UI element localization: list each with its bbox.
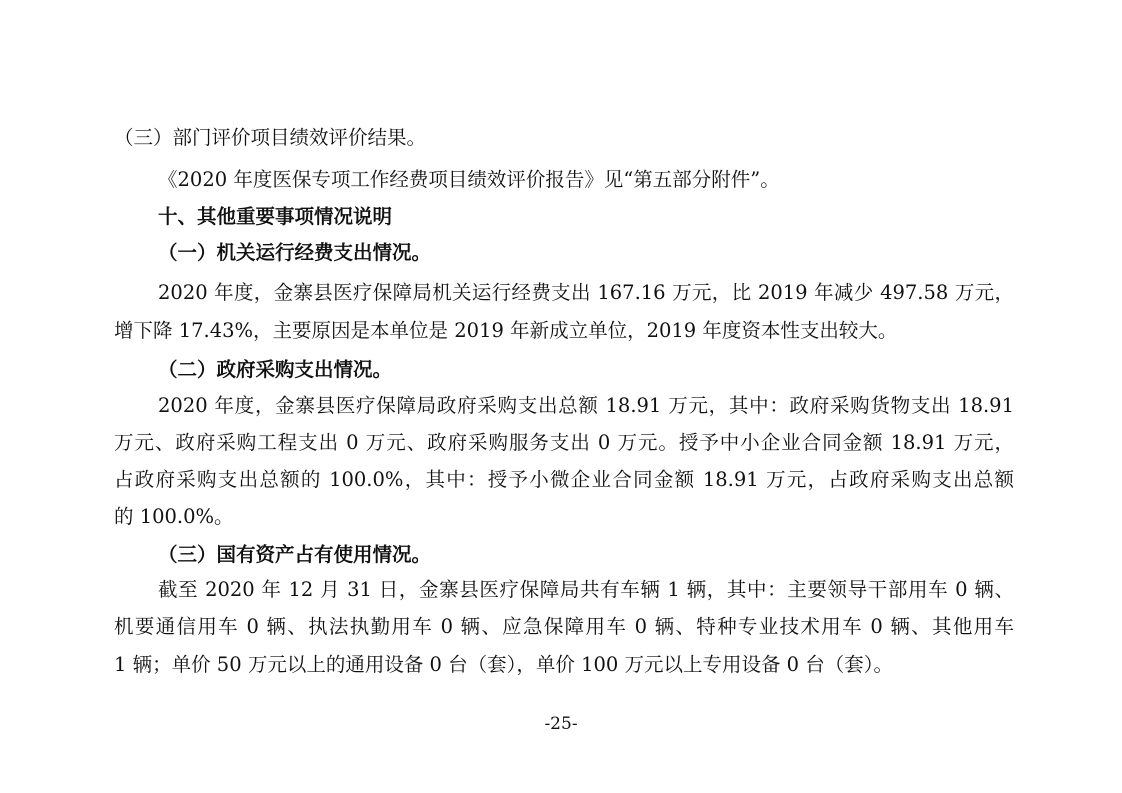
paragraph-line: 1 辆；单价 50 万元以上的通用设备 0 台（套），单价 100 万元以上专用设备 0 台（套）。: [114, 653, 894, 676]
paragraph-line: 2020 年度，金寨县医疗保障局机关运行经费支出 167.16 万元，比 2019 年减少 497.58 万元，: [158, 281, 1014, 304]
paragraph-line: 机要通信用车 0 辆、执法执勤用车 0 辆、应急保障用车 0 辆、特种专业技术用车 0 辆、其他用车: [114, 615, 1014, 638]
section-10-heading: 十、其他重要事项情况说明: [158, 205, 393, 228]
paragraph-line: 的 100.0%。: [114, 505, 234, 528]
subsection-3-heading: （三）国有资产占有使用情况。: [158, 543, 432, 566]
paragraph-line: 万元、政府采购工程支出 0 万元、政府采购服务支出 0 万元。授予中小企业合同金额 18.91 万元，: [114, 431, 1014, 454]
page-number: -25-: [544, 714, 578, 734]
subsection-2-heading: （二）政府采购支出情况。: [158, 358, 393, 381]
paragraph-line: 截至 2020 年 12 月 31 日，金寨县医疗保障局共有车辆 1 辆，其中：主要领导干部用车 0 辆、: [158, 578, 1014, 601]
paragraph-line: 2020 年度，金寨县医疗保障局政府采购支出总额 18.91 万元，其中：政府采购货物支出 18.91: [158, 394, 1014, 417]
section-3-heading: （三）部门评价项目绩效评价结果。: [114, 126, 427, 149]
paragraph-line: 增下降 17.43%，主要原因是本单位是 2019 年新成立单位，2019 年度资本性支出较大。: [114, 319, 898, 342]
paragraph-line: 占政府采购支出总额的 100.0%，其中：授予小微企业合同金额 18.91 万元，占政府采购支出总额: [114, 468, 1014, 491]
subsection-1-heading: （一）机关运行经费支出情况。: [158, 241, 432, 264]
section-3-body: 《2020 年度医保专项工作经费项目绩效评价报告》见“第五部分附件”。: [158, 168, 780, 191]
